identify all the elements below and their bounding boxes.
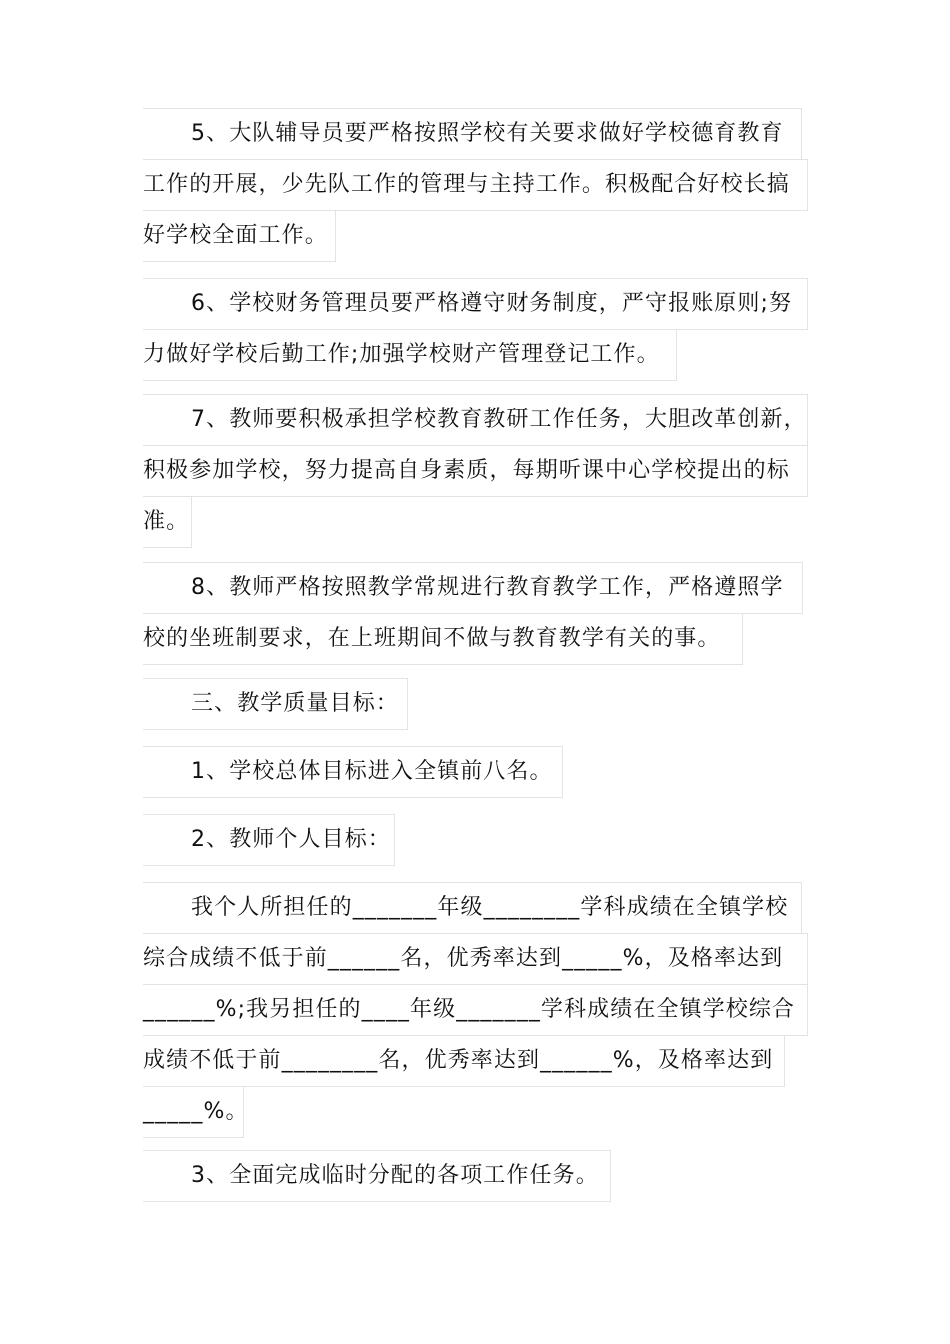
paragraph-item-6 <box>143 278 808 381</box>
text-line: 校的坐班制要求，在上班期间不做与教育教学有关的事。 <box>143 613 743 665</box>
text-line: 6、学校财务管理员要严格遵守财务制度，严守报账原则;努 <box>143 278 808 330</box>
text-line: 8、教师严格按照教学常规进行教育教学工作，严格遵照学 <box>143 562 803 614</box>
text-line: ______%;我另担任的____年级_______学科成绩在全镇学校综合 <box>143 984 808 1036</box>
section-heading-teaching-quality <box>143 678 808 730</box>
text-line: 三、教学质量目标： <box>143 678 408 730</box>
text-line: 我个人所担任的_______年级________学科成绩在全镇学校 <box>143 882 802 934</box>
text-line: 力做好学校后勤工作;加强学校财产管理登记工作。 <box>143 329 677 381</box>
text-line: 综合成绩不低于前______名，优秀率达到_____%，及格率达到 <box>143 933 808 985</box>
text-line: 好学校全面工作。 <box>143 210 336 262</box>
paragraph-goal-2 <box>143 814 808 866</box>
text-line: 7、教师要积极承担学校教育教研工作任务，大胆改革创新， <box>143 394 808 446</box>
paragraph-item-7 <box>143 394 808 548</box>
text-line: 5、大队辅导员要严格按照学校有关要求做好学校德育教育 <box>143 108 802 160</box>
text-line: 积极参加学校，努力提高自身素质，每期听课中心学校提出的标 <box>143 445 808 497</box>
paragraph-goal-1 <box>143 746 808 798</box>
text-line: _____%。 <box>143 1086 244 1138</box>
text-line: 2、教师个人目标： <box>143 814 395 866</box>
text-line: 准。 <box>143 496 192 548</box>
paragraph-personal-goal <box>143 882 808 1138</box>
paragraph-item-5 <box>143 108 808 262</box>
text-line: 1、学校总体目标进入全镇前八名。 <box>143 746 563 798</box>
text-line: 工作的开展，少先队工作的管理与主持工作。积极配合好校长搞 <box>143 159 808 211</box>
paragraph-goal-3 <box>143 1150 808 1202</box>
paragraph-item-8 <box>143 562 808 665</box>
text-line: 成绩不低于前________名，优秀率达到______%，及格率达到 <box>143 1035 785 1087</box>
text-line: 3、全面完成临时分配的各项工作任务。 <box>143 1150 611 1202</box>
